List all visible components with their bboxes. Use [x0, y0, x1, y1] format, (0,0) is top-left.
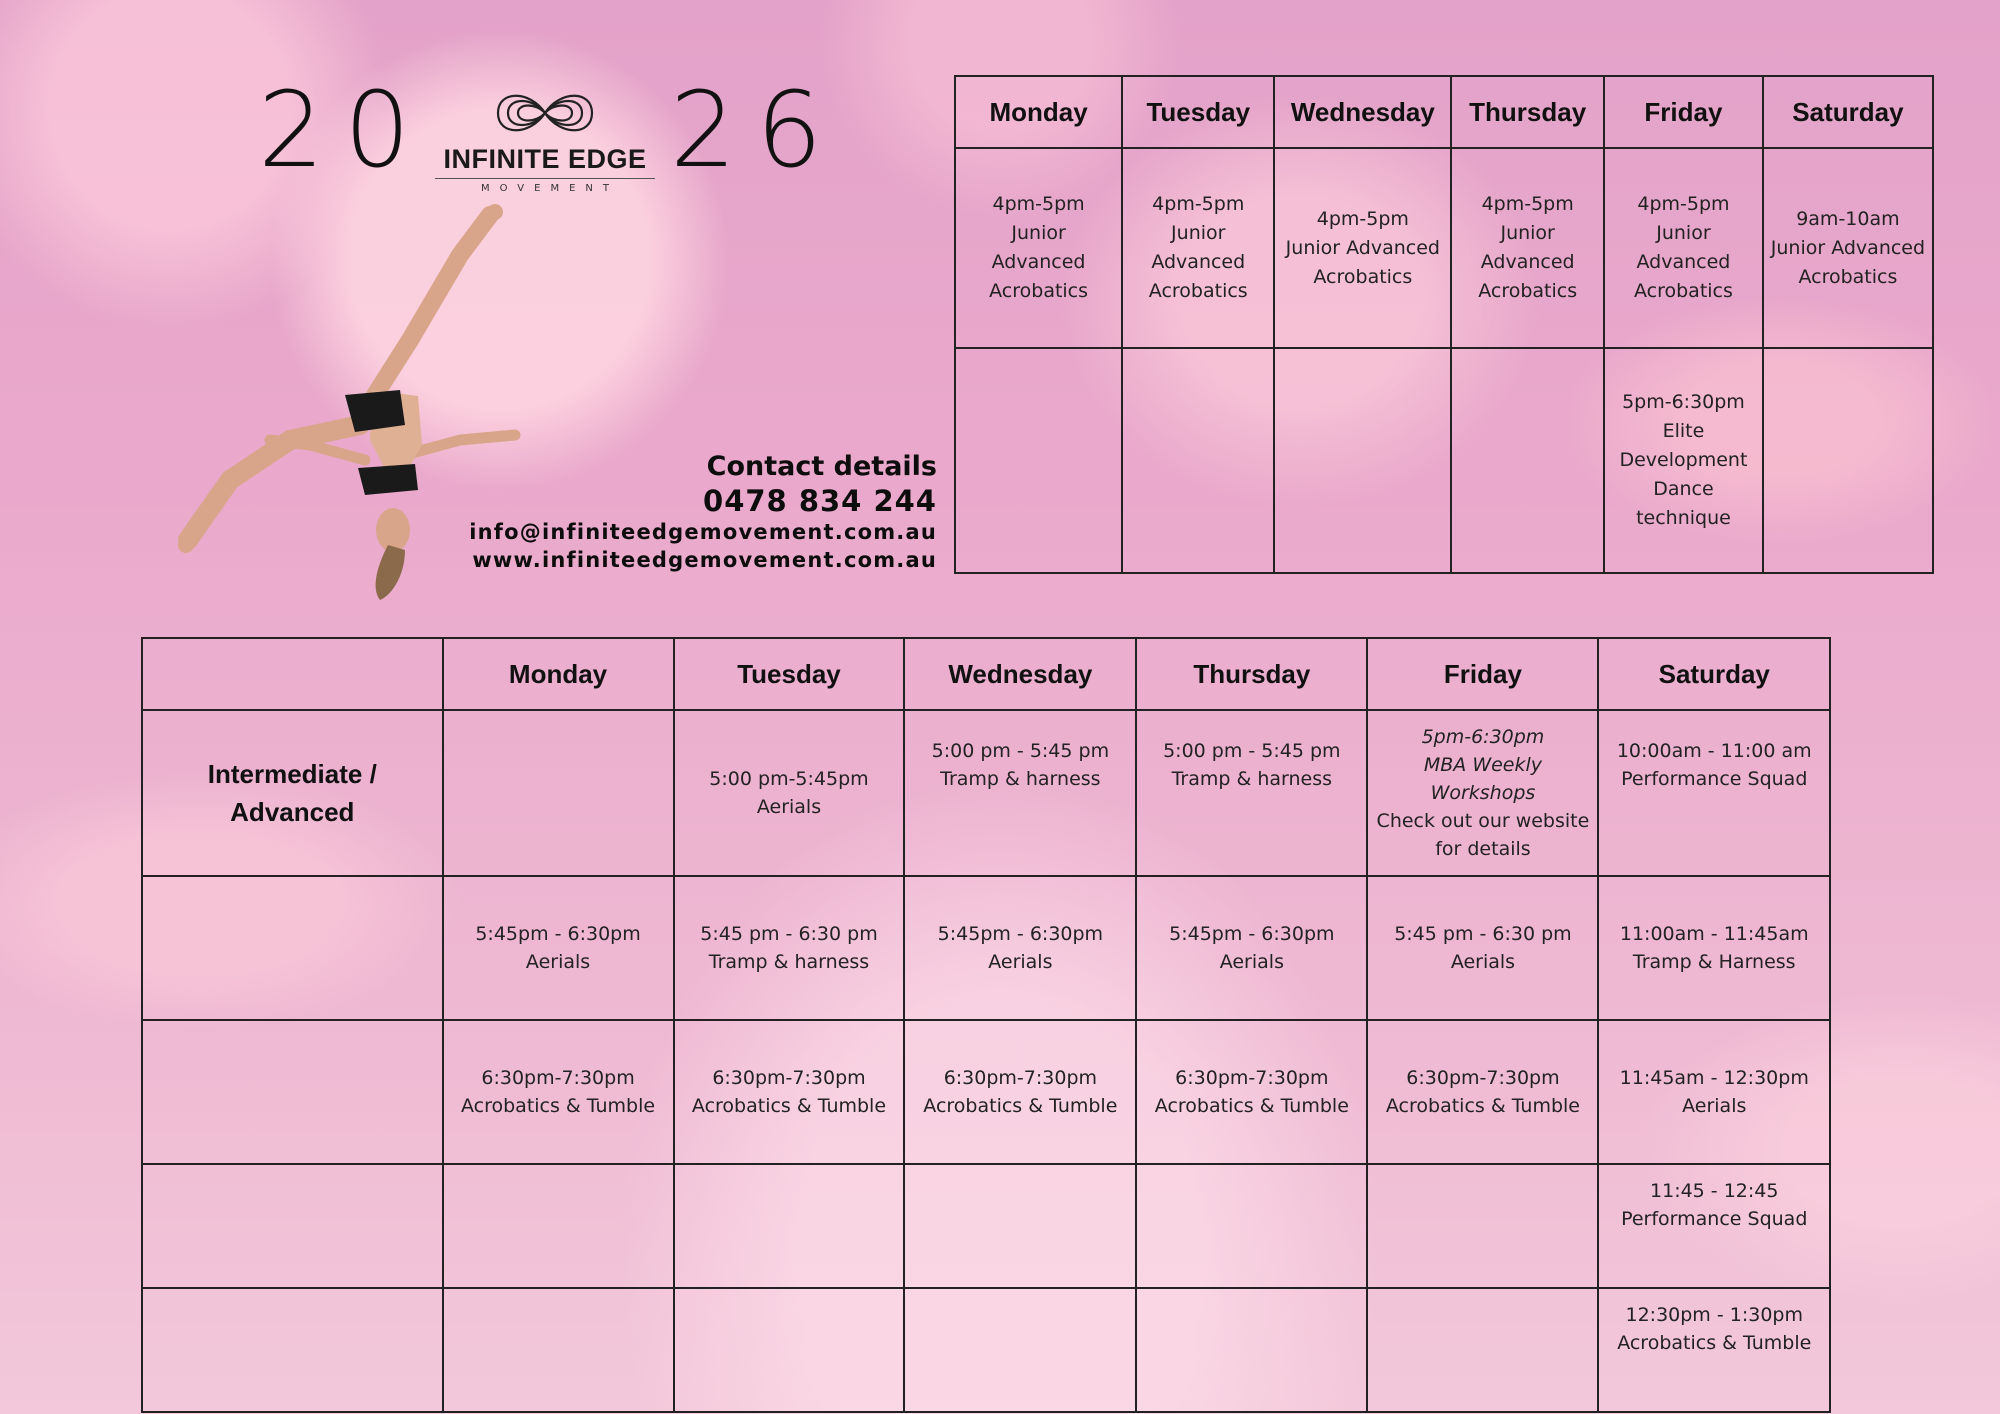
- main-cell: 11:45am - 12:30pm Aerials: [1598, 1020, 1830, 1164]
- junior-row-1: [955, 148, 1933, 348]
- main-cell: 5:00 pm - 5:45 pm Tramp & harness: [1136, 710, 1367, 876]
- main-cell-empty: [443, 1288, 674, 1412]
- junior-cell: 4pm-5pm Junior Advanced Acrobatics: [1604, 148, 1763, 348]
- main-cell: 11:00am - 11:45am Tramp & Harness: [1598, 876, 1830, 1020]
- main-cell-empty: [443, 1164, 674, 1288]
- junior-cell-empty: [1274, 348, 1451, 573]
- row-label-intermediate: Intermediate / Advanced: [142, 710, 443, 876]
- main-cell: 5:45pm - 6:30pm Aerials: [904, 876, 1136, 1020]
- main-cell: 10:00am - 11:00 am Performance Squad: [1598, 710, 1830, 876]
- main-cell: 6:30pm-7:30pm Acrobatics & Tumble: [904, 1020, 1136, 1164]
- junior-timetable: [954, 75, 1934, 574]
- logo: [425, 84, 665, 194]
- junior-col-monday: Monday: [955, 76, 1122, 148]
- main-col-wednesday: Wednesday: [904, 638, 1136, 710]
- main-cell-empty: [1367, 1164, 1598, 1288]
- junior-header-row: [955, 76, 1933, 148]
- main-col-thursday: Thursday: [1136, 638, 1367, 710]
- junior-col-tuesday: Tuesday: [1122, 76, 1274, 148]
- main-col-tuesday: Tuesday: [674, 638, 905, 710]
- main-cell: 12:30pm - 1:30pm Acrobatics & Tumble: [1598, 1288, 1830, 1412]
- year-right: 26: [670, 69, 843, 191]
- main-cell-empty: [142, 1164, 443, 1288]
- contact-block: [469, 450, 937, 574]
- contact-title: Contact details: [706, 451, 937, 482]
- junior-cell: 9am-10am Junior Advanced Acrobatics: [1763, 148, 1933, 348]
- main-col-label: [142, 638, 443, 710]
- main-cell: 6:30pm-7:30pm Acrobatics & Tumble: [674, 1020, 905, 1164]
- main-row-d: [142, 1164, 1830, 1288]
- contact-website[interactable]: www.infiniteedgemovement.com.au: [472, 548, 937, 572]
- main-col-monday: Monday: [443, 638, 674, 710]
- junior-cell: 4pm-5pm Junior Advanced Acrobatics: [955, 148, 1122, 348]
- main-cell: 5:45 pm - 6:30 pm Tramp & harness: [674, 876, 905, 1020]
- main-header-row: [142, 638, 1830, 710]
- main-cell: 5:45pm - 6:30pm Aerials: [1136, 876, 1367, 1020]
- junior-col-wednesday: Wednesday: [1274, 76, 1451, 148]
- main-cell-workshop: 5pm-6:30pm MBA Weekly Workshops Check out our website for details: [1367, 710, 1598, 876]
- junior-cell: 4pm-5pm Junior Advanced Acrobatics: [1274, 148, 1451, 348]
- main-col-saturday: Saturday: [1598, 638, 1830, 710]
- junior-cell: 5pm-6:30pm Elite Development Dance technique: [1604, 348, 1763, 573]
- logo-divider: [435, 178, 655, 179]
- main-row-a: [142, 710, 1830, 876]
- main-cell-empty: [674, 1164, 905, 1288]
- main-col-friday: Friday: [1367, 638, 1598, 710]
- main-timetable: [141, 637, 1831, 1413]
- main-cell: 5:45 pm - 6:30 pm Aerials: [1367, 876, 1598, 1020]
- junior-cell: 4pm-5pm Junior Advanced Acrobatics: [1451, 148, 1604, 348]
- main-cell-empty: [142, 1020, 443, 1164]
- main-cell: 5:45pm - 6:30pm Aerials: [443, 876, 674, 1020]
- logo-subtitle: MOVEMENT: [480, 183, 620, 194]
- main-cell-empty: [142, 1288, 443, 1412]
- main-cell: 11:45 - 12:45 Performance Squad: [1598, 1164, 1830, 1288]
- junior-col-thursday: Thursday: [1451, 76, 1604, 148]
- junior-col-saturday: Saturday: [1763, 76, 1933, 148]
- main-cell-empty: [1136, 1164, 1367, 1288]
- main-cell: 6:30pm-7:30pm Acrobatics & Tumble: [1367, 1020, 1598, 1164]
- main-row-c: [142, 1020, 1830, 1164]
- main-row-e: [142, 1288, 1830, 1412]
- contact-email[interactable]: info@infiniteedgemovement.com.au: [469, 520, 937, 544]
- junior-cell-empty: [1122, 348, 1274, 573]
- main-cell: 5:00 pm - 5:45 pm Tramp & harness: [904, 710, 1136, 876]
- main-cell: 6:30pm-7:30pm Acrobatics & Tumble: [443, 1020, 674, 1164]
- infinity-icon: [490, 84, 600, 142]
- logo-name: INFINITE EDGE: [443, 144, 647, 174]
- main-cell: 5:00 pm-5:45pm Aerials: [674, 710, 905, 876]
- main-cell-empty: [443, 710, 674, 876]
- junior-cell-empty: [1451, 348, 1604, 573]
- main-cell: 6:30pm-7:30pm Acrobatics & Tumble: [1136, 1020, 1367, 1164]
- main-row-b: [142, 876, 1830, 1020]
- junior-row-2: [955, 348, 1933, 573]
- main-cell-empty: [1136, 1288, 1367, 1412]
- main-cell-empty: [1367, 1288, 1598, 1412]
- year-left: 20: [258, 69, 431, 191]
- main-cell-empty: [904, 1288, 1136, 1412]
- main-cell-empty: [142, 876, 443, 1020]
- junior-col-friday: Friday: [1604, 76, 1763, 148]
- contact-phone[interactable]: 0478 834 244: [703, 484, 937, 518]
- main-cell-empty: [904, 1164, 1136, 1288]
- main-cell-empty: [674, 1288, 905, 1412]
- junior-cell-empty: [1763, 348, 1933, 573]
- junior-cell: 4pm-5pm Junior Advanced Acrobatics: [1122, 148, 1274, 348]
- junior-cell-empty: [955, 348, 1122, 573]
